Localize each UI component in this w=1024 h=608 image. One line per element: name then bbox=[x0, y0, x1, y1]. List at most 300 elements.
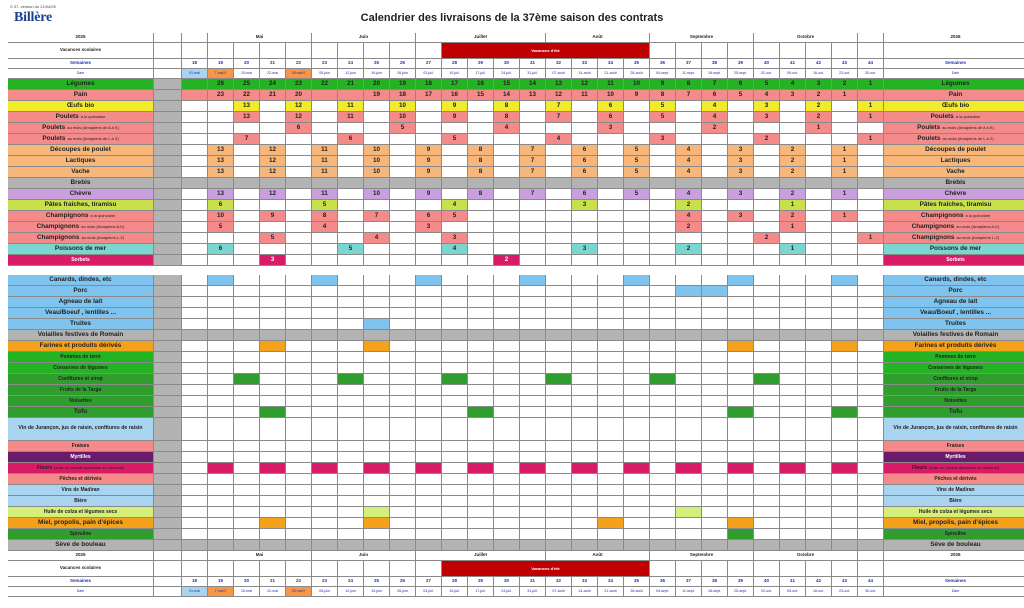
empty-cell bbox=[182, 418, 208, 441]
delivery-cell: 8 bbox=[494, 101, 520, 112]
delivery-mark bbox=[364, 518, 390, 529]
delivery-cell bbox=[702, 156, 728, 167]
delivery-cell bbox=[702, 189, 728, 200]
empty-cell bbox=[572, 363, 598, 374]
row-label-right bbox=[884, 211, 1024, 222]
delivery-cell bbox=[520, 211, 546, 222]
empty-cell bbox=[260, 308, 286, 319]
gray-col bbox=[154, 319, 182, 330]
bottom-date-row bbox=[8, 587, 1016, 597]
delivery-cell bbox=[468, 222, 494, 233]
delivery-cell bbox=[780, 134, 806, 145]
delivery-cell: 3 bbox=[728, 156, 754, 167]
row-label-suffix: au mois (Amapiens A-K) bbox=[81, 224, 125, 229]
empty-cell bbox=[806, 441, 832, 452]
delivery-cell bbox=[520, 101, 546, 112]
empty-cell bbox=[442, 452, 468, 463]
gray-col bbox=[154, 297, 182, 308]
delivery-mark bbox=[364, 507, 390, 518]
empty-cell bbox=[598, 540, 624, 551]
delivery-cell bbox=[208, 255, 234, 266]
delivery-cell bbox=[806, 233, 832, 244]
empty-cell bbox=[858, 297, 884, 308]
row-label-text: Bière bbox=[949, 497, 962, 504]
delivery-cell: 3 bbox=[728, 145, 754, 156]
date-cell: 16-oct. bbox=[806, 69, 832, 79]
row-label-right bbox=[884, 485, 1024, 496]
delivery-cell bbox=[832, 178, 858, 189]
empty-cell bbox=[286, 363, 312, 374]
empty-cell bbox=[572, 407, 598, 418]
delivery-cell: 15 bbox=[468, 90, 494, 101]
gray-col bbox=[154, 43, 182, 59]
delivery-cell: 4 bbox=[312, 222, 338, 233]
delivery-cell bbox=[598, 222, 624, 233]
row-label-text: Brebis bbox=[945, 178, 966, 186]
empty-cell bbox=[546, 441, 572, 452]
empty-cell bbox=[858, 463, 884, 474]
empty-cell bbox=[546, 474, 572, 485]
month-Juin: Juin bbox=[312, 551, 416, 561]
empty-cell bbox=[390, 496, 416, 507]
empty-cell bbox=[234, 341, 260, 352]
delivery-cell: 8 bbox=[468, 189, 494, 200]
empty-cell bbox=[312, 518, 338, 529]
row-label-text: Poulets bbox=[917, 134, 941, 142]
delivery-cell: 25 bbox=[234, 79, 260, 90]
delivery-cell: 1 bbox=[858, 79, 884, 90]
delivery-cell: 8 bbox=[494, 112, 520, 123]
row-label-text: Vin de Jurançon, jus de raisin, confitures de raisin bbox=[893, 425, 1018, 432]
empty-cell bbox=[442, 275, 468, 286]
empty-cell bbox=[858, 496, 884, 507]
delivery-cell bbox=[546, 244, 572, 255]
empty-cell bbox=[572, 319, 598, 330]
row2-vin-de-juran-on-jus-de-raisin-confitures-de-raisin bbox=[8, 418, 1016, 441]
empty-cell bbox=[624, 363, 650, 374]
empty-cell bbox=[286, 297, 312, 308]
delivery-cell bbox=[650, 244, 676, 255]
date-cell: 22-mai bbox=[260, 69, 286, 79]
row-label-text: Tofu bbox=[948, 407, 963, 415]
delivery-cell: 17 bbox=[442, 79, 468, 90]
empty-cell bbox=[390, 507, 416, 518]
empty-cell bbox=[520, 507, 546, 518]
delivery-cell bbox=[754, 178, 780, 189]
week-number: 35 bbox=[624, 59, 650, 69]
delivery-cell bbox=[312, 233, 338, 244]
delivery-cell bbox=[650, 200, 676, 211]
delivery-cell bbox=[780, 178, 806, 189]
empty-cell bbox=[416, 396, 442, 407]
delivery-cell: 1 bbox=[780, 244, 806, 255]
empty-cell bbox=[208, 540, 234, 551]
delivery-cell bbox=[858, 189, 884, 200]
empty-cell bbox=[208, 286, 234, 297]
empty-cell bbox=[208, 529, 234, 540]
delivery-cell bbox=[598, 156, 624, 167]
delivery-cell: 6 bbox=[208, 244, 234, 255]
delivery-cell bbox=[806, 211, 832, 222]
row-champignons bbox=[8, 233, 1016, 244]
date-cell: 26-juin bbox=[390, 69, 416, 79]
gray-col bbox=[154, 407, 182, 418]
delivery-cell: 2 bbox=[754, 233, 780, 244]
row-label bbox=[8, 452, 154, 463]
delivery-cell bbox=[676, 178, 702, 189]
delivery-cell bbox=[702, 145, 728, 156]
week-number: 36 bbox=[650, 59, 676, 69]
delivery-cell bbox=[676, 134, 702, 145]
empty-cell bbox=[520, 407, 546, 418]
empty-cell bbox=[624, 319, 650, 330]
delivery-cell: 13 bbox=[546, 79, 572, 90]
row-label-text: Noisettes bbox=[69, 397, 92, 404]
empty-cell bbox=[806, 452, 832, 463]
row-label-text: Poulets bbox=[917, 123, 941, 131]
empty-cell bbox=[650, 518, 676, 529]
delivery-cell: 7 bbox=[520, 167, 546, 178]
empty-cell bbox=[442, 308, 468, 319]
empty-cell bbox=[780, 441, 806, 452]
delivery-cell: 12 bbox=[260, 145, 286, 156]
empty-cell bbox=[728, 319, 754, 330]
delivery-cell: 4 bbox=[754, 90, 780, 101]
empty-cell bbox=[780, 363, 806, 374]
row-label-right bbox=[884, 90, 1024, 101]
delivery-cell bbox=[260, 200, 286, 211]
empty-cell bbox=[754, 341, 780, 352]
empty-cell bbox=[286, 319, 312, 330]
empty-cell bbox=[780, 474, 806, 485]
row-label-text: Farines et produits dérivés bbox=[914, 341, 997, 349]
empty-cell bbox=[520, 363, 546, 374]
delivery-cell bbox=[546, 123, 572, 134]
delivery-cell bbox=[390, 178, 416, 189]
delivery-cell bbox=[494, 178, 520, 189]
empty-cell bbox=[806, 286, 832, 297]
delivery-cell bbox=[182, 200, 208, 211]
empty-cell bbox=[650, 463, 676, 474]
row-label-right bbox=[884, 396, 1024, 407]
row-label-text: Tofu bbox=[73, 407, 88, 415]
empty-cell bbox=[338, 529, 364, 540]
empty-cell bbox=[468, 452, 494, 463]
empty-cell bbox=[416, 286, 442, 297]
empty-cell bbox=[234, 407, 260, 418]
row-label-text: Farines et produits dérivés bbox=[39, 341, 122, 349]
row-label-right bbox=[884, 79, 1024, 90]
empty-cell bbox=[286, 496, 312, 507]
delivery-cell bbox=[468, 123, 494, 134]
delivery-cell: 7 bbox=[702, 79, 728, 90]
date-cell: 05-juin bbox=[312, 587, 338, 597]
week-number: 23 bbox=[312, 577, 338, 587]
empty-cell bbox=[650, 396, 676, 407]
date-cell: 03-juil. bbox=[416, 69, 442, 79]
empty-cell bbox=[624, 308, 650, 319]
delivery-cell bbox=[416, 200, 442, 211]
empty-cell bbox=[754, 352, 780, 363]
delivery-cell: 5 bbox=[624, 145, 650, 156]
delivery-cell: 11 bbox=[312, 167, 338, 178]
row-label-text: Veau/Boeuf , lentilles ... bbox=[919, 308, 992, 316]
delivery-cell: 3 bbox=[728, 189, 754, 200]
empty-cell bbox=[416, 474, 442, 485]
empty-cell bbox=[338, 275, 364, 286]
empty-cell bbox=[364, 297, 390, 308]
empty-cell bbox=[416, 529, 442, 540]
empty-cell bbox=[390, 396, 416, 407]
empty-cell bbox=[364, 418, 390, 441]
delivery-cell: 12 bbox=[260, 189, 286, 200]
delivery-cell: 5 bbox=[442, 134, 468, 145]
empty-cell bbox=[286, 341, 312, 352]
delivery-cell bbox=[260, 101, 286, 112]
delivery-cell bbox=[364, 112, 390, 123]
empty-cell bbox=[442, 496, 468, 507]
row-label-text: Poulets bbox=[930, 112, 954, 120]
delivery-cell: 8 bbox=[312, 211, 338, 222]
empty-cell bbox=[598, 474, 624, 485]
empty-cell bbox=[338, 396, 364, 407]
empty-cell bbox=[676, 374, 702, 385]
vac-right bbox=[884, 43, 1024, 59]
delivery-cell: 2 bbox=[754, 134, 780, 145]
delivery-cell bbox=[702, 244, 728, 255]
empty-cell bbox=[702, 308, 728, 319]
empty-cell bbox=[312, 385, 338, 396]
delivery-cell bbox=[546, 156, 572, 167]
empty-cell bbox=[234, 363, 260, 374]
row-label-right bbox=[884, 244, 1024, 255]
empty-cell bbox=[442, 474, 468, 485]
delivery-cell bbox=[182, 233, 208, 244]
delivery-cell bbox=[390, 167, 416, 178]
empty-cell bbox=[832, 496, 858, 507]
delivery-cell: 5 bbox=[624, 167, 650, 178]
delivery-cell: 11 bbox=[312, 156, 338, 167]
empty-cell bbox=[572, 341, 598, 352]
row-label-right bbox=[884, 101, 1024, 112]
empty-cell bbox=[832, 396, 858, 407]
delivery-cell: 9 bbox=[624, 90, 650, 101]
delivery-cell: 13 bbox=[208, 145, 234, 156]
delivery-cell bbox=[390, 255, 416, 266]
empty-cell bbox=[702, 518, 728, 529]
delivery-cell bbox=[442, 156, 468, 167]
empty-cell bbox=[234, 507, 260, 518]
empty-cell bbox=[182, 374, 208, 385]
empty-cell bbox=[338, 452, 364, 463]
empty-cell bbox=[702, 396, 728, 407]
empty-cell bbox=[754, 485, 780, 496]
delivery-cell: 5 bbox=[728, 90, 754, 101]
week-number: 23 bbox=[312, 59, 338, 69]
empty-cell bbox=[676, 319, 702, 330]
empty-cell bbox=[572, 496, 598, 507]
row-label-text: Pommes de terre bbox=[935, 353, 976, 360]
vac-cell bbox=[182, 43, 208, 59]
empty-cell bbox=[598, 374, 624, 385]
delivery-cell bbox=[702, 134, 728, 145]
delivery-cell: 5 bbox=[624, 189, 650, 200]
date-cell: 05-juin bbox=[312, 69, 338, 79]
row-label-text: Vache bbox=[71, 167, 90, 175]
row-label-text: Myrtilles bbox=[945, 453, 966, 460]
delivery-cell bbox=[676, 255, 702, 266]
delivery-cell bbox=[520, 255, 546, 266]
delivery-cell bbox=[182, 90, 208, 101]
delivery-cell: 26 bbox=[208, 79, 234, 90]
week-number: 34 bbox=[598, 59, 624, 69]
delivery-cell: 6 bbox=[416, 211, 442, 222]
delivery-cell: 4 bbox=[442, 244, 468, 255]
delivery-cell: 3 bbox=[572, 244, 598, 255]
delivery-mark bbox=[520, 463, 546, 474]
delivery-cell bbox=[416, 255, 442, 266]
empty-cell bbox=[234, 319, 260, 330]
empty-cell bbox=[494, 529, 520, 540]
delivery-cell bbox=[832, 255, 858, 266]
delivery-cell bbox=[182, 189, 208, 200]
date-label-right: Date bbox=[884, 69, 1024, 79]
empty-cell bbox=[208, 474, 234, 485]
gray-col bbox=[154, 396, 182, 407]
row2-vins-de-madiran bbox=[8, 485, 1016, 496]
delivery-cell: 22 bbox=[312, 79, 338, 90]
empty-cell bbox=[780, 352, 806, 363]
month-blank bbox=[182, 551, 208, 561]
empty-cell bbox=[182, 463, 208, 474]
delivery-cell bbox=[728, 112, 754, 123]
empty-cell bbox=[858, 275, 884, 286]
row-label-right bbox=[884, 255, 1024, 266]
empty-cell bbox=[390, 407, 416, 418]
empty-cell bbox=[858, 352, 884, 363]
empty-cell bbox=[624, 507, 650, 518]
row-label-text: Porc bbox=[948, 286, 963, 294]
delivery-cell bbox=[728, 101, 754, 112]
empty-cell bbox=[728, 352, 754, 363]
delivery-mark bbox=[832, 463, 858, 474]
empty-cell bbox=[858, 319, 884, 330]
vac-cell bbox=[390, 43, 416, 59]
gray-col bbox=[154, 156, 182, 167]
row-label-text: Truites bbox=[70, 319, 91, 327]
delivery-cell: 1 bbox=[832, 156, 858, 167]
delivery-cell: 11 bbox=[338, 112, 364, 123]
empty-cell bbox=[780, 529, 806, 540]
delivery-cell bbox=[182, 178, 208, 189]
row-label bbox=[8, 167, 154, 178]
delivery-cell bbox=[260, 244, 286, 255]
empty-cell bbox=[858, 507, 884, 518]
empty-cell bbox=[572, 352, 598, 363]
delivery-cell bbox=[416, 123, 442, 134]
row-label-text: Confitures et sirop bbox=[933, 375, 978, 382]
empty-cell bbox=[806, 474, 832, 485]
delivery-cell bbox=[546, 233, 572, 244]
date-cell: 30-oct. bbox=[858, 69, 884, 79]
row-label-text: Fraises bbox=[71, 442, 90, 449]
delivery-cell bbox=[858, 244, 884, 255]
empty-cell bbox=[858, 396, 884, 407]
vac-cell bbox=[260, 43, 286, 59]
week-number: 27 bbox=[416, 59, 442, 69]
row-vache bbox=[8, 167, 1016, 178]
row-label-right bbox=[884, 156, 1024, 167]
empty-cell bbox=[702, 341, 728, 352]
week-number: 39 bbox=[728, 577, 754, 587]
delivery-cell bbox=[598, 178, 624, 189]
empty-cell bbox=[780, 286, 806, 297]
empty-cell bbox=[364, 330, 390, 341]
week-number: 33 bbox=[572, 577, 598, 587]
empty-cell bbox=[780, 418, 806, 441]
empty-cell bbox=[494, 441, 520, 452]
week-number: 27 bbox=[416, 577, 442, 587]
empty-cell bbox=[520, 441, 546, 452]
row-label-right bbox=[884, 496, 1024, 507]
empty-cell bbox=[338, 319, 364, 330]
date-cell: 11-sept. bbox=[676, 69, 702, 79]
empty-cell bbox=[754, 452, 780, 463]
gray-col bbox=[154, 540, 182, 551]
delivery-cell: 6 bbox=[572, 145, 598, 156]
delivery-cell bbox=[364, 178, 390, 189]
empty-cell bbox=[260, 474, 286, 485]
delivery-cell bbox=[624, 134, 650, 145]
empty-cell bbox=[858, 374, 884, 385]
row-label-text: Myrtilles bbox=[70, 453, 91, 460]
row-label-right bbox=[884, 474, 1024, 485]
gray-col bbox=[154, 529, 182, 540]
month-Octobre: Octobre bbox=[754, 551, 858, 561]
row-label-text: Poulets bbox=[42, 134, 66, 142]
empty-cell bbox=[832, 374, 858, 385]
empty-cell bbox=[624, 374, 650, 385]
delivery-cell: 3 bbox=[728, 211, 754, 222]
empty-cell bbox=[312, 441, 338, 452]
delivery-mark bbox=[676, 463, 702, 474]
empty-cell bbox=[546, 507, 572, 518]
delivery-cell: 13 bbox=[234, 112, 260, 123]
row-label bbox=[8, 474, 154, 485]
delivery-cell bbox=[728, 178, 754, 189]
empty-cell bbox=[780, 485, 806, 496]
row-label-text: Sorbets bbox=[71, 256, 90, 263]
empty-cell bbox=[702, 385, 728, 396]
empty-cell bbox=[494, 518, 520, 529]
delivery-cell: 16 bbox=[468, 79, 494, 90]
empty-cell bbox=[468, 308, 494, 319]
empty-cell bbox=[338, 485, 364, 496]
delivery-cell bbox=[468, 112, 494, 123]
empty-cell bbox=[572, 396, 598, 407]
empty-cell bbox=[494, 407, 520, 418]
empty-cell bbox=[624, 518, 650, 529]
date-cell: 28-août bbox=[624, 69, 650, 79]
week-number: 41 bbox=[780, 577, 806, 587]
delivery-cell bbox=[572, 255, 598, 266]
delivery-cell: 16 bbox=[442, 90, 468, 101]
empty-cell bbox=[390, 374, 416, 385]
empty-cell bbox=[546, 275, 572, 286]
delivery-cell bbox=[598, 200, 624, 211]
empty-cell bbox=[260, 529, 286, 540]
empty-cell bbox=[312, 452, 338, 463]
